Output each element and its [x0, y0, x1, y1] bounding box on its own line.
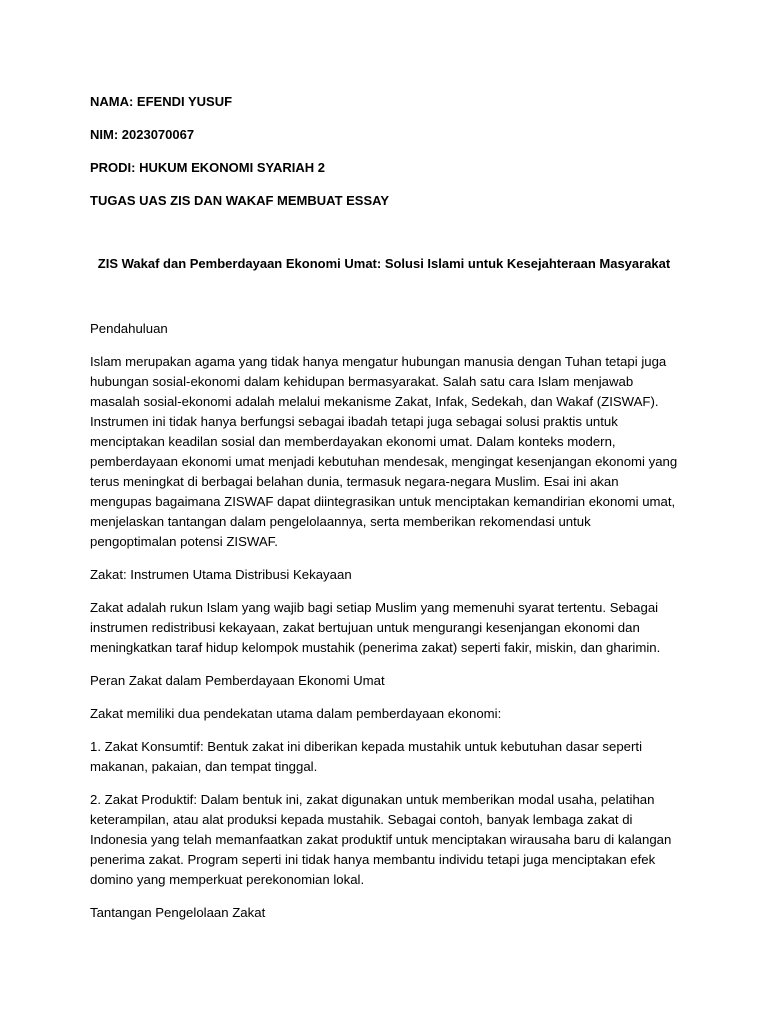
section-heading-tantangan: Tantangan Pengelolaan Zakat	[90, 905, 266, 920]
list-item-zakat-konsumtif: 1. Zakat Konsumtif: Bentuk zakat ini diberikan kepada mustahik untuk kebutuhan dasar seperti makanan, pakaian, dan tempat tinggal.	[90, 739, 642, 774]
student-name: NAMA: EFENDI YUSUF	[90, 94, 233, 109]
paragraph-introduction: Islam merupakan agama yang tidak hanya mengatur hubungan manusia dengan Tuhan tetapi juga hubungan sosial-ekonomi dalam kehidupan bermasyarakat. Salah satu cara Islam menjawab masalah sosial-ekonomi adalah melalui mekanisme Zakat, Infak, Sedekah, dan Wakaf (ZISWAF). Instrumen ini tidak hanya berfungsi sebagai ibadah tetapi juga sebagai solusi praktis untuk menciptakan keadilan sosial dan memberdayakan ekonomi umat. Dalam konteks modern, pemberdayaan ekonomi umat menjadi kebutuhan mendesak, mengingat kesenjangan ekonomi yang terus meningkat di berbagai belahan dunia, termasuk negara-negara Muslim. Esai ini akan mengupas bagaimana ZISWAF dapat diintegrasikan untuk menciptakan kemandirian ekonomi umat, menjelaskan tantangan dalam pengelolaannya, serta memberikan rekomendasi untuk pengoptimalan potensi ZISWAF.	[90, 354, 678, 549]
assignment-title: TUGAS UAS ZIS DAN WAKAF MEMBUAT ESSAY	[90, 193, 390, 208]
paragraph-zakat: Zakat adalah rukun Islam yang wajib bagi setiap Muslim yang memenuhi syarat tertentu. Sebagai instrumen redistribusi kekayaan, zakat bertujuan untuk mengurangi kesenjangan ekonomi dan meningkatkan taraf hidup kelompok mustahik (penerima zakat) seperti fakir, miskin, dan gharimin.	[90, 600, 661, 655]
list-item-zakat-produktif: 2. Zakat Produktif: Dalam bentuk ini, zakat digunakan untuk memberikan modal usaha, pelatihan keterampilan, atau alat produksi kepada mustahik. Sebagai contoh, banyak lembaga zakat di Indonesia yang telah memanfaatkan zakat produktif untuk menciptakan wirausaha baru di kalangan penerima zakat. Program seperti ini tidak hanya membantu individu tetapi juga menciptakan efek domino yang memperkuat perekonomian lokal.	[90, 792, 672, 887]
paragraph-two-approaches: Zakat memiliki dua pendekatan utama dalam pemberdayaan ekonomi:	[90, 706, 502, 721]
section-heading-zakat: Zakat: Instrumen Utama Distribusi Kekayaan	[90, 567, 352, 582]
section-heading-pendahuluan: Pendahuluan	[90, 321, 168, 336]
student-prodi: PRODI: HUKUM EKONOMI SYARIAH 2	[90, 160, 325, 175]
section-heading-peran-zakat: Peran Zakat dalam Pemberdayaan Ekonomi Umat	[90, 673, 385, 688]
student-nim: NIM: 2023070067	[90, 127, 195, 142]
essay-title: ZIS Wakaf dan Pemberdayaan Ekonomi Umat: Solusi Islami untuk Kesejahteraan Masyarakat	[97, 256, 671, 271]
